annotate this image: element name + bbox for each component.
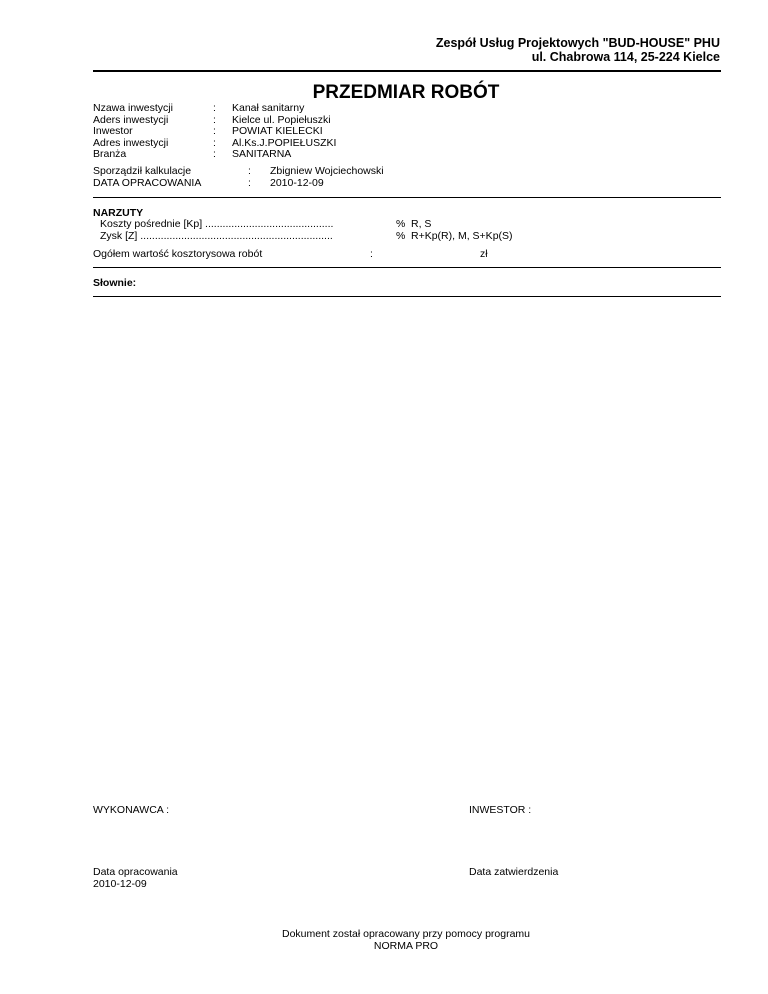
info-values — [232, 103, 336, 161]
info-value: Kanał sanitarny — [232, 102, 305, 114]
info-labels — [93, 103, 173, 161]
info-label: Aders inwestycji — [93, 113, 169, 126]
total-currency: zł — [480, 248, 488, 260]
header-divider — [93, 70, 721, 72]
surcharge-basis: R, S — [411, 218, 432, 230]
surcharge-basis: R+Kp(R), M, S+Kp(S) — [411, 229, 513, 242]
surcharges-heading: NARZUTY — [93, 207, 144, 219]
surcharge-unit: % — [396, 218, 406, 230]
page-title: PRZEDMIAR ROBÓT — [312, 82, 500, 103]
surcharge-bases — [411, 219, 513, 242]
surcharge-label: Zysk [Z] .................................................................. — [100, 229, 333, 242]
info-value: Al.Ks.J.POPIEŁUSZKI — [232, 136, 337, 149]
prepared-label: DATA OPRACOWANIA — [93, 176, 202, 189]
footer-line-2: NORMA PRO — [373, 940, 439, 952]
info-value: POWIAT KIELECKI — [232, 125, 323, 137]
info-value: Kielce ul. Popiełuszki — [232, 113, 331, 126]
investor-label: INWESTOR : — [469, 804, 532, 816]
info-label: Inwestor — [93, 125, 133, 137]
prepared-sep: : — [248, 176, 251, 189]
prepared-values — [270, 166, 384, 189]
info-label: Nzawa inwestycji — [93, 102, 173, 114]
in-words-divider — [93, 296, 721, 297]
footer-line-1: Dokument został opracowany przy pomocy programu — [281, 928, 531, 940]
date-approved-label: Data zatwierdzenia — [469, 866, 559, 878]
total-label: Ogółem wartość kosztorysowa robót — [93, 248, 263, 260]
company-name: Zespół Usług Projektowych "BUD-HOUSE" PHU — [435, 36, 720, 50]
section-divider — [93, 197, 721, 198]
prepared-value: Zbigniew Wojciechowski — [270, 165, 384, 177]
info-sep: : — [213, 148, 216, 160]
company-address: ul. Chabrowa 114, 25-224 Kielce — [531, 50, 720, 64]
info-sep: : — [213, 136, 216, 149]
info-sep: : — [213, 125, 216, 137]
prepared-sep: : — [248, 165, 251, 177]
info-sep: : — [213, 102, 216, 114]
info-separators — [213, 103, 216, 161]
info-label: Adres inwestycji — [93, 136, 169, 149]
surcharge-labels — [100, 219, 333, 242]
prepared-labels — [93, 166, 201, 189]
surcharge-units — [396, 219, 405, 242]
prepared-separators — [248, 166, 251, 189]
contractor-label: WYKONAWCA : — [93, 804, 170, 816]
info-sep: : — [213, 113, 216, 126]
surcharge-label: Koszty pośrednie [Kp] ............................................ — [100, 218, 334, 230]
total-sep: : — [370, 248, 373, 260]
date-prepared-value: 2010-12-09 — [93, 878, 147, 890]
total-divider — [93, 267, 721, 268]
prepared-value: 2010-12-09 — [270, 176, 324, 189]
info-value: SANITARNA — [232, 148, 292, 160]
surcharge-unit: % — [396, 229, 406, 242]
info-label: Branża — [93, 148, 127, 160]
date-prepared-label: Data opracowania — [93, 866, 178, 878]
in-words-label: Słownie: — [93, 277, 137, 289]
prepared-label: Sporządził kalkulacje — [93, 165, 192, 177]
